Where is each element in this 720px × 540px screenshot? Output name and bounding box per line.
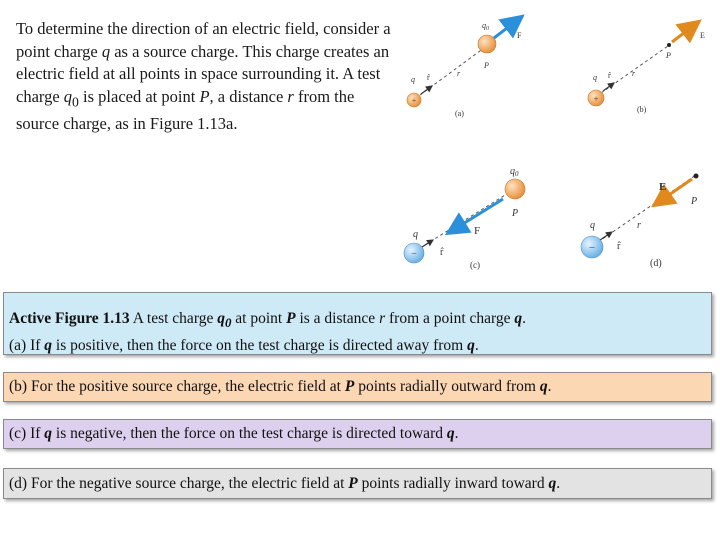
label-rhat-b: r̂: [608, 71, 611, 80]
label-F-c: F: [474, 225, 481, 237]
label-rhat-d: r̂: [617, 241, 621, 252]
intro-text: as a source charge. This charge creates an electric field at all points in space surrounding it. A test charge: [16, 41, 390, 106]
intro-text: is placed at point: [78, 86, 200, 106]
panel-d: [581, 174, 699, 270]
charge-sign-c: −: [411, 249, 417, 260]
label-q-b: q: [593, 73, 597, 82]
charge-sign-a: +: [411, 96, 417, 105]
intro-r: r: [287, 86, 294, 106]
caption-text: is a distance: [295, 310, 380, 327]
caption-panel-b: [3, 372, 712, 402]
caption-q0-sub: 0: [224, 315, 232, 331]
panel-c: [404, 166, 525, 270]
label-q0-a: $q_0$: [482, 21, 489, 32]
caption-r: r: [379, 310, 386, 327]
caption-panel-c: [3, 419, 712, 449]
caption-text: from a point charge: [385, 310, 515, 327]
intro-P: P: [199, 86, 210, 106]
caption-text: .: [556, 475, 561, 492]
caption-q: q: [539, 378, 548, 395]
panel-label-d: (d): [650, 258, 662, 269]
label-q-a: q: [411, 75, 415, 84]
caption-text: points radially outward from: [354, 378, 540, 395]
intro-text: from the source charge, as in Figure 1.13a.: [16, 86, 355, 134]
label-q-c: q: [413, 229, 418, 240]
caption-text: .: [522, 310, 527, 327]
panel-label-b: (b): [637, 105, 647, 114]
intro-q: q: [101, 41, 111, 61]
caption-text: is positive, then the force on the test charge is directed away from: [52, 337, 468, 355]
label-q-d: q: [590, 220, 595, 231]
caption-text: at point: [231, 310, 287, 327]
caption-q0: q: [217, 310, 225, 327]
test-charge-c: [505, 179, 525, 199]
panel-b: [588, 23, 705, 114]
caption-text: (c) If: [9, 425, 45, 442]
label-P-d: P: [691, 196, 698, 207]
label-r-b: r: [632, 69, 636, 78]
caption-text: points radially inward toward: [357, 475, 549, 492]
label-F-a: F: [517, 31, 522, 40]
caption-text: (d) For the negative source charge, the electric field at: [9, 475, 349, 492]
intro-text: To determine the direction of an electric field, consider a point charge: [16, 19, 391, 61]
label-r-a: r: [457, 69, 461, 78]
caption-P: P: [286, 310, 296, 327]
caption-q: q: [467, 337, 475, 355]
caption-panel-a: [3, 292, 712, 355]
label-q0-c: $q_0$: [510, 166, 519, 178]
caption-text: .: [474, 337, 479, 355]
label-E-b: E: [700, 31, 705, 40]
caption-q: q: [446, 425, 455, 442]
caption-text: (b) For the positive source charge, the electric field at: [9, 378, 345, 395]
intro-q0-sub: 0: [72, 93, 79, 109]
caption-line-2: [9, 334, 705, 357]
panel-c-rhat-arrow: [422, 240, 433, 247]
charge-sign-d: −: [588, 242, 596, 254]
label-rhat-c: r̂: [440, 247, 444, 258]
caption-text: A test charge: [129, 310, 218, 327]
label-P-a: P: [484, 61, 489, 70]
caption-q: q: [44, 337, 53, 355]
label-r-d: r: [637, 220, 641, 231]
caption-q: q: [44, 425, 53, 442]
caption-q: q: [548, 475, 557, 492]
intro-text: , a distance: [209, 86, 288, 106]
panel-label-a: (a): [455, 109, 464, 118]
charge-sign-b: +: [593, 94, 599, 104]
label-P-b: P: [666, 51, 671, 60]
field-arrow-b: [672, 23, 697, 42]
caption-P: P: [348, 475, 358, 492]
label-E-d: E: [659, 181, 667, 193]
panel-label-c: (c): [470, 260, 480, 270]
caption-q: q: [514, 310, 523, 327]
panel-a: [407, 18, 522, 118]
label-P-c: P: [512, 208, 519, 219]
intro-q0: q: [63, 86, 73, 106]
panel-b-rhat-arrow: [603, 83, 614, 91]
test-charge-a: [478, 35, 496, 53]
caption-text: .: [454, 425, 459, 442]
caption-P: P: [344, 378, 355, 395]
caption-panel-d: [3, 468, 712, 499]
label-rhat-a: r̂: [427, 73, 430, 82]
caption-text: (a) If: [9, 337, 45, 355]
panel-a-rhat-arrow: [421, 86, 432, 94]
point-P-d: [694, 174, 699, 179]
panel-d-rhat-arrow: [600, 232, 612, 240]
caption-text: .: [547, 378, 552, 395]
point-P-b: [667, 43, 671, 47]
caption-text: is negative, then the force on the test charge is directed toward: [52, 425, 447, 442]
caption-title: Active Figure 1.13: [9, 310, 130, 327]
caption-line-1: [9, 307, 705, 334]
panel-c-dashed-line: [420, 192, 510, 248]
